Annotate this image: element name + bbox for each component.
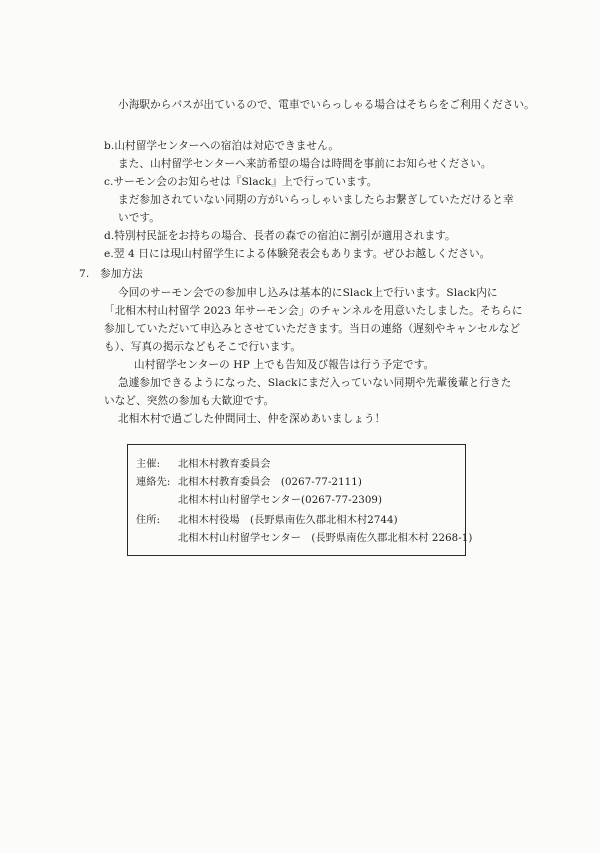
address-value-1: 北相木村役場 (長野県南佐久郡北相木村2744) <box>178 515 398 526</box>
organizer-value: 北相木村教育委員会 <box>178 459 271 470</box>
address-label: 住所: <box>136 515 161 526</box>
section7-p1-line3: 参加していただいて申込みとさせていただきます。当日の連絡（遅刻やキャンセルなど <box>104 323 521 335</box>
section7-p1-line1: 今回のサーモン会での参加申し込みは基本的にSlack上で行います。Slack内に <box>118 287 498 299</box>
contact-value-2: 北相木村山村留学センター(0267-77-2309) <box>178 495 383 506</box>
section7-p3-line2: いなど、突然の参加も大歓迎です。 <box>104 395 275 407</box>
item-d-line1: d.特別村民証をお持ちの場合、長者の森での宿泊に割引が適用されます。 <box>104 230 456 242</box>
item-c-line1: c.サーモン会のお知らせは『Slack』上で行っています。 <box>104 176 378 188</box>
organizer-label: 主催: <box>136 459 161 470</box>
section7-p2-line1: 山村留学センターの HP 上でも告知及び報告は行う予定です。 <box>134 359 435 371</box>
address-value-2: 北相木村山村留学センター (長野県南佐久郡北相木村 2268-1) <box>178 533 473 544</box>
contact-label: 連絡先: <box>136 477 171 488</box>
info-box <box>127 444 473 556</box>
item-c-line2: まだ参加されていない同期の方がいらっしゃいましたらお繋ぎしていただけると幸 <box>118 194 514 206</box>
section7-p3-line1: 急遽参加できるようになった、Slackにまだ入っていない同期や先輩後輩と行きた <box>118 377 512 389</box>
section7-heading: 7. 参加方法 <box>79 268 143 280</box>
item-b-line1: b.山村留学センターへの宿泊は対応できません。 <box>104 140 340 152</box>
section7-p1-line2: 「北相木村山村留学 2023 年サーモン会」のチャンネルを用意いたしました。そちらに <box>104 305 523 317</box>
item-b-line2: また、山村留学センターへ来訪希望の場合は時間を事前にお知らせください。 <box>118 158 492 170</box>
section7-p4-line1: 北相木村で過ごした仲間同士、仲を深めあいましょう！ <box>118 413 386 425</box>
intro-line: 小海駅からバスが出ているので、電車でいらっしゃる場合はそちらをご利用ください。 <box>118 99 535 111</box>
contact-value-1: 北相木村教育委員会 (0267-77-2111) <box>178 477 362 488</box>
item-e-line1: e.翌 4 日には現山村留学生による体験発表会もあります。ぜひお越しください。 <box>104 248 491 260</box>
section7-p1-line4: も）、写真の掲示などもそこで行います。 <box>104 341 302 353</box>
item-c-line3: いです。 <box>118 212 160 224</box>
